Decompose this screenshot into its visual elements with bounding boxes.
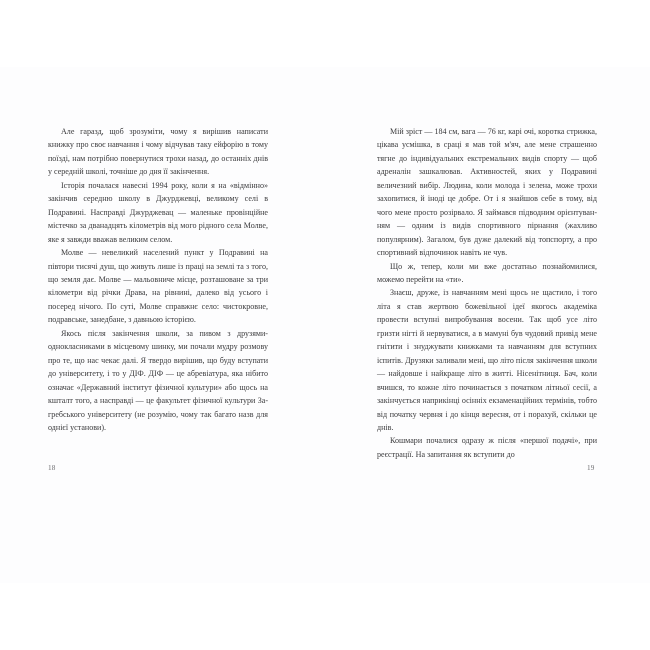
paragraph: Мій зріст — 184 см, вага — 76 кг, карі очі, коротка стрижка, цікава усмішка, в сраці я мав той м'яч, але мене страшенно тягне до індивідуальних екстремальних видів спорту — щоб адреналін зашкалював. Активностей, яких у Подравині величезний вибір. Людина, коли молода і зелена, може трохи захопитися, й іноді це добре. От і я знайшов себе в тому, від чого мене просто розірвало. Я займався підводним орієнтуванням — одним із видів спортивного пірнання (жахливо популярним). Загалом, був дуже далекий від топспорту, а про спортивний відпочинок навіть не чув. <box>377 127 597 258</box>
paragraph: Молве — невеликий населений пункт у Подравині на півтори тисячі душ, що живуть лише із праці на землі та з того, що земля дає. Молве — мальовниче місце, розташоване за три кілометри від річки Драва, на рівнині, далеко від усього і посеред нічого. По суті, Молве справжнє село: чистокровне, подравське, занедбане, з давньою історією. <box>48 248 268 325</box>
text-block-right <box>377 125 597 461</box>
paragraph: Історія почалася навесні 1994 року, коли я на «відмінно» закінчив середню школу в Джурджевці, великому селі в Подравині. Насправді Джурджевац — маленьке провінційне містечко за дванадцять кілометрів від мого рідного села Молве, яке я завжди вважав великим селом. <box>48 180 268 244</box>
paragraph: Знаєш, друже, із навчанням мені щось не щастило, і того літа я став жертвою божевільної ідеї якогось академіка провести вступні випробування восени. Так щоб усе літо гризти нігті й нервуватися, а в мамуні був чудовий привід мене гнітити і знуджувати книжками та навчанням для вступних іспитів. Друзяки заливали мені, що літо після закінчення школи — найдовше і найкраще літо в житті. Нісенітниця. Бач, коли вчишся, то кожне літо починається з початком літньої сесії, а закінчується наприкінці осінніх екзаменаційних термінів, тобто від початку червня і до кінця вересня, от і порахуй, скільки це днів. <box>377 288 597 432</box>
paragraph: Кошмари почалися одразу ж після «першої подачі», при реєстрації. На запитання як вступити до <box>377 436 597 459</box>
page-spread <box>0 67 650 583</box>
paragraph: Що ж, тепер, коли ми вже достатньо познайомилися, можемо перейти на «ти». <box>377 261 597 284</box>
paragraph: Але гаразд, щоб зрозуміти, чому я вирішив написати книжку про своє навчання і чому відчував таку ейфорію в тому поїзді, нам потрібно повернутися трохи назад, до останніх днів у середній школі, точніше до дня її закінчення. <box>48 127 268 177</box>
text-block-left <box>48 125 268 434</box>
page-number-right: 19 <box>587 464 595 472</box>
page-right <box>325 67 650 583</box>
paragraph: Якось після закінчення школи, за пивом з друзями-однокласниками в місцевому шинку, ми почали мудру розмову про те, що нас чекає далі. Я твердо вирішив, що буду вступати до університету, і то у ДІФ. ДІФ — це абревіатура, яка нібито означає «Державний інститут фізичної культури» або щось на кшталт того, а насправді — це факультет фізичної культури Загребського університету (не розумію, чому так багато назв для однієї установи). <box>48 328 268 432</box>
page-left <box>0 67 325 583</box>
page-number-left: 18 <box>48 464 56 472</box>
